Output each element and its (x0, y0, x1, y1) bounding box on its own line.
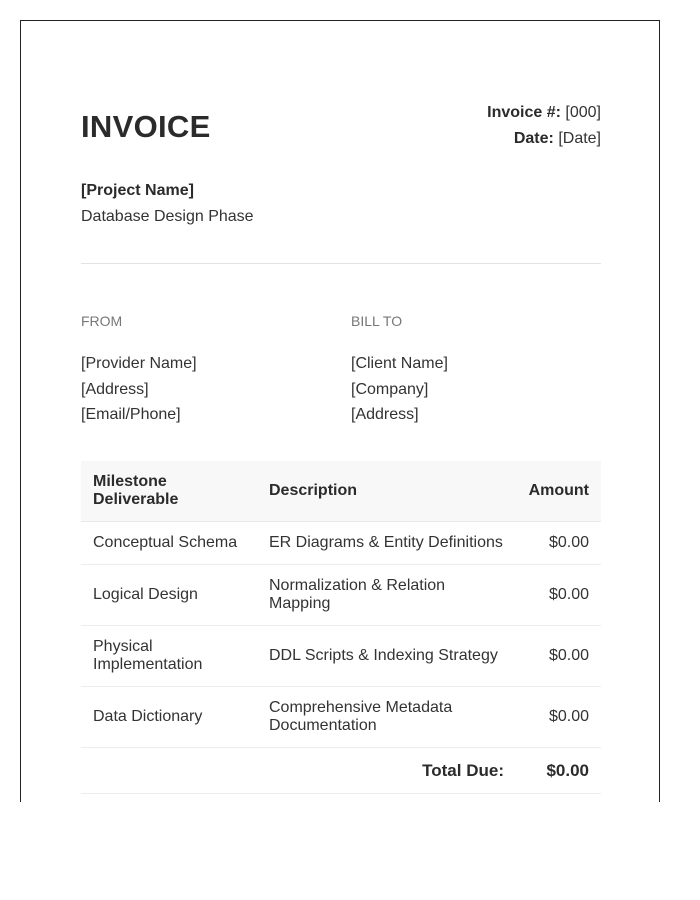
milestone-header-line2: Deliverable (93, 491, 179, 508)
amount-cell: $0.00 (516, 565, 601, 626)
description-cell: DDL Scripts & Indexing Strategy (257, 626, 516, 687)
amount-cell: $0.00 (516, 522, 601, 565)
invoice-number-label: Invoice #: (487, 104, 561, 121)
milestone-header-line1: Milestone (93, 473, 167, 490)
from-heading: FROM (81, 313, 123, 329)
description-cell: Normalization & Relation Mapping (257, 565, 516, 626)
invoice-number-value: [000] (565, 104, 601, 121)
amount-cell: $0.00 (516, 687, 601, 748)
description-cell: ER Diagrams & Entity Definitions (257, 522, 516, 565)
header-divider (81, 263, 601, 264)
milestone-cell: Physical Implementation (81, 626, 257, 687)
description-cell: Comprehensive Metadata Documentation (257, 687, 516, 748)
project-name: [Project Name] (81, 182, 194, 199)
table-header-row (81, 461, 601, 522)
table-row (81, 565, 601, 626)
milestone-cell: Data Dictionary (81, 687, 257, 748)
provider-address: [Address] (81, 380, 149, 398)
total-due-value: $0.00 (516, 748, 601, 794)
bill-to-section (351, 311, 448, 428)
milestone-column-header (81, 461, 257, 522)
line-items-table (81, 461, 601, 794)
client-company: [Company] (351, 380, 429, 398)
invoice-meta (487, 100, 601, 152)
provider-name: [Provider Name] (81, 355, 197, 372)
table-row (81, 687, 601, 748)
amount-column-header: Amount (516, 461, 601, 522)
amount-cell: $0.00 (516, 626, 601, 687)
invoice-date-row (487, 126, 601, 152)
invoice-date-label: Date: (513, 130, 554, 147)
client-address: [Address] (351, 406, 419, 423)
project-phase: Database Design Phase (81, 208, 254, 225)
milestone-cell: Conceptual Schema (81, 522, 257, 565)
table-row (81, 522, 601, 565)
provider-contact: [Email/Phone] (81, 406, 181, 423)
table-row (81, 626, 601, 687)
client-name: [Client Name] (351, 355, 448, 372)
from-section (81, 311, 197, 428)
total-row (81, 748, 601, 794)
invoice-title: INVOICE (81, 109, 211, 144)
milestone-cell: Logical Design (81, 565, 257, 626)
invoice-page (20, 20, 660, 802)
invoice-number-row (487, 100, 601, 126)
description-column-header: Description (257, 461, 516, 522)
total-due-label: Total Due: (257, 748, 516, 794)
invoice-date-value: [Date] (558, 130, 601, 147)
bill-to-heading: BILL TO (351, 313, 403, 329)
total-spacer-cell (81, 748, 257, 794)
project-info (81, 178, 254, 230)
